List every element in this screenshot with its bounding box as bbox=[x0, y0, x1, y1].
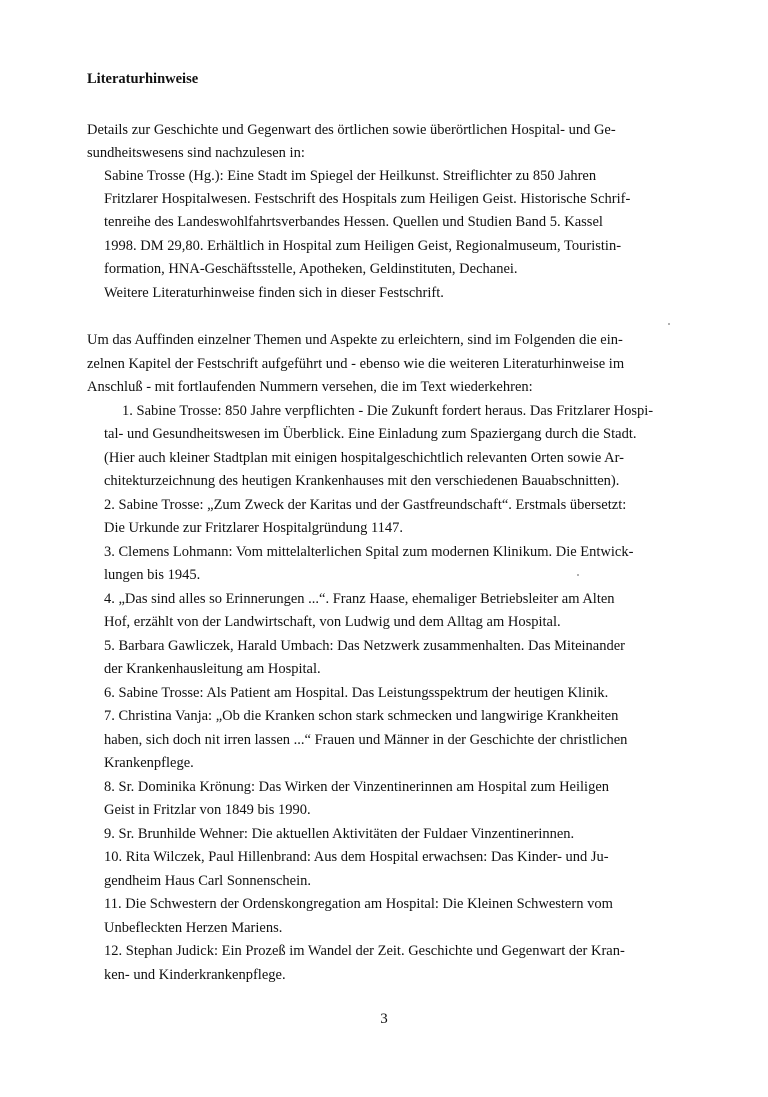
chapter-item-cont: lungen bis 1945. bbox=[104, 567, 201, 583]
reference-line: formation, HNA-Geschäftsstelle, Apotheken, Geldinstituten, Dechanei. bbox=[104, 261, 518, 277]
chapter-item-cont: Krankenpflege. bbox=[104, 755, 194, 771]
page-number: 3 bbox=[380, 1011, 388, 1027]
chapter-item: 7. Christina Vanja: „Ob die Kranken schon stark schmecken und langwirige Krankheiten bbox=[104, 708, 619, 724]
paragraph-line: Anschluß - mit fortlaufenden Nummern versehen, die im Text wiederkehren: bbox=[87, 379, 533, 395]
chapter-item-cont: der Krankenhausleitung am Hospital. bbox=[104, 661, 321, 677]
chapter-item: 3. Clemens Lohmann: Vom mittelalterlichen Spital zum modernen Klinikum. Die Entwick- bbox=[104, 544, 634, 560]
chapter-item-cont: Hof, erzählt von der Landwirtschaft, von Ludwig und dem Alltag am Hospital. bbox=[104, 614, 561, 630]
chapter-item: 12. Stephan Judick: Ein Prozeß im Wandel der Zeit. Geschichte und Gegenwart der Kran- bbox=[104, 943, 625, 959]
chapter-item-cont: Unbefleckten Herzen Mariens. bbox=[104, 920, 283, 936]
chapter-item-cont: (Hier auch kleiner Stadtplan mit einigen hospitalgeschichtlich relevanten Orten sowie Ar- bbox=[104, 450, 624, 466]
chapter-item-cont: haben, sich doch nit irren lassen ...“ Frauen und Männer in der Geschichte der christlichen bbox=[104, 732, 628, 748]
intro-line: sundheitswesens sind nachzulesen in: bbox=[87, 145, 305, 161]
reference-line: 1998. DM 29,80. Erhältlich in Hospital zum Heiligen Geist, Regionalmuseum, Touristin- bbox=[104, 238, 622, 254]
chapter-item-cont: chitekturzeichnung des heutigen Krankenhauses mit den verschiedenen Bauabschnitten). bbox=[104, 473, 620, 489]
chapter-item: 11. Die Schwestern der Ordenskongregation am Hospital: Die Kleinen Schwestern vom bbox=[104, 896, 613, 912]
reference-line: Sabine Trosse (Hg.): Eine Stadt im Spiegel der Heilkunst. Streiflichter zu 850 Jahren bbox=[104, 168, 597, 184]
chapter-item: 9. Sr. Brunhilde Wehner: Die aktuellen Aktivitäten der Fuldaer Vinzentinerinnen. bbox=[104, 826, 575, 842]
chapter-item-cont: tal- und Gesundheitswesen im Überblick. Eine Einladung zum Spaziergang durch die Stadt. bbox=[104, 426, 637, 442]
chapter-item-cont: gendheim Haus Carl Sonnenschein. bbox=[104, 873, 311, 889]
chapter-item: 10. Rita Wilczek, Paul Hillenbrand: Aus dem Hospital erwachsen: Das Kinder- und Ju- bbox=[104, 849, 609, 865]
chapter-item: 5. Barbara Gawliczek, Harald Umbach: Das Netzwerk zusammenhalten. Das Miteinander bbox=[104, 638, 625, 654]
reference-line: Weitere Literaturhinweise finden sich in dieser Festschrift. bbox=[104, 285, 444, 301]
chapter-item-cont: Die Urkunde zur Fritzlarer Hospitalgründung 1147. bbox=[104, 520, 404, 536]
chapter-item-cont: Geist in Fritzlar von 1849 bis 1990. bbox=[104, 802, 311, 818]
intro-line: Details zur Geschichte und Gegenwart des örtlichen sowie überörtlichen Hospital- und Ge- bbox=[87, 122, 616, 138]
chapter-item: 2. Sabine Trosse: „Zum Zweck der Karitas und der Gastfreundschaft“. Erstmals übersetzt: bbox=[104, 497, 627, 513]
scan-speck bbox=[577, 574, 579, 576]
scan-speck bbox=[668, 323, 670, 325]
reference-line: Fritzlarer Hospitalwesen. Festschrift des Hospitals zum Heiligen Geist. Historische Schrif- bbox=[104, 191, 631, 207]
paragraph-line: Um das Auffinden einzelner Themen und Aspekte zu erleichtern, sind im Folgenden die ein- bbox=[87, 332, 623, 348]
chapter-item: 4. „Das sind alles so Erinnerungen ...“. Franz Haase, ehemaliger Betriebsleiter am Alten bbox=[104, 591, 615, 607]
section-heading: Literaturhinweise bbox=[87, 71, 199, 87]
chapter-item-cont: ken- und Kinderkrankenpflege. bbox=[104, 967, 286, 983]
chapter-item: 8. Sr. Dominika Krönung: Das Wirken der Vinzentinerinnen am Hospital zum Heiligen bbox=[104, 779, 610, 795]
paragraph-line: zelnen Kapitel der Festschrift aufgeführt und - ebenso wie die weiteren Literaturhinweise im bbox=[87, 356, 625, 372]
reference-line: tenreihe des Landeswohlfahrtsverbandes Hessen. Quellen und Studien Band 5. Kassel bbox=[104, 214, 603, 230]
chapter-item: 6. Sabine Trosse: Als Patient am Hospital. Das Leistungsspektrum der heutigen Klinik. bbox=[104, 685, 609, 701]
chapter-item: 1. Sabine Trosse: 850 Jahre verpflichten - Die Zukunft fordert heraus. Das Fritzlarer Hospi- bbox=[122, 403, 654, 419]
